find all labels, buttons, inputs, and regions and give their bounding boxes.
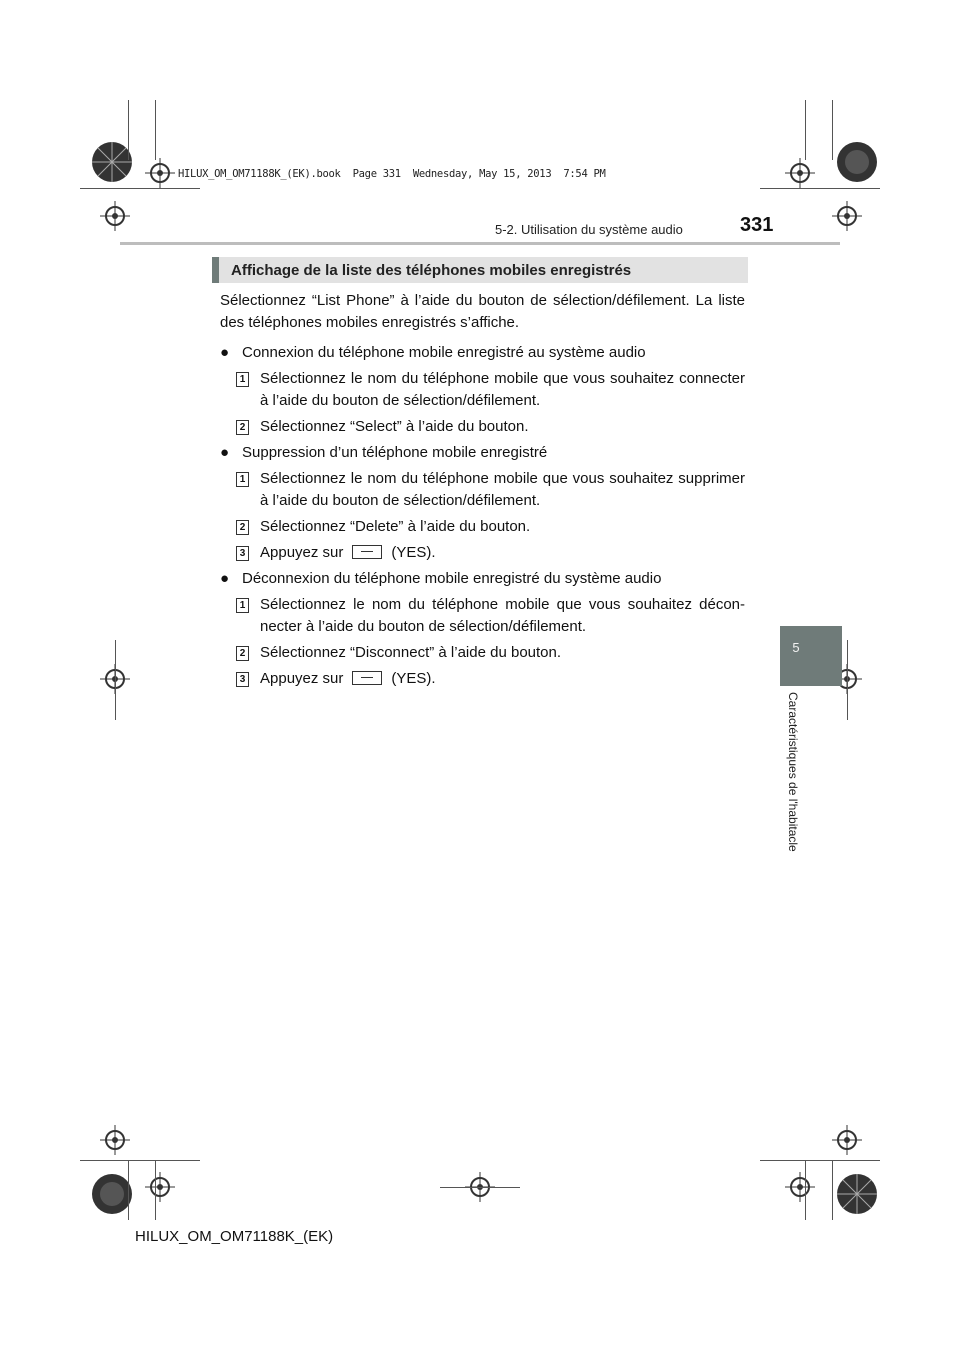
step-item (220, 468, 745, 512)
step-text: Sélectionnez le nom du téléphone mobile que vous souhaitez connecter à l’aide du bouton de sélection/défilement. (260, 370, 745, 409)
crop-line (80, 188, 200, 189)
crosshair-mark (100, 201, 130, 231)
crosshair-mark (100, 1125, 130, 1155)
crosshair-mark (785, 158, 815, 188)
crop-line (115, 640, 116, 720)
section-heading-bar (212, 257, 748, 283)
registration-mark-bottom-right (835, 1172, 879, 1216)
step-suffix: (YES). (391, 670, 436, 687)
step-number: 2 (236, 646, 249, 661)
footer-model-code: HILUX_OM_OM71188K_(EK) (135, 1228, 334, 1245)
bullet-icon: ● (220, 444, 230, 461)
crop-line (760, 188, 880, 189)
crosshair-mark (145, 158, 175, 188)
step-number: 2 (236, 420, 249, 435)
step-text: Sélectionnez le nom du téléphone mobile que vous souhaitez supprimer à l’aide du bouton de sélection/défilement. (260, 470, 745, 509)
book-file-header: HILUX_OM_OM71188K_(EK).book Page 331 Wednesday, May 15, 2013 7:54 PM (178, 168, 606, 180)
bullet-icon: ● (220, 344, 230, 361)
crop-line (760, 1160, 880, 1161)
step-suffix: (YES). (391, 544, 436, 561)
step-item (220, 594, 745, 638)
bullet-text: Connexion du téléphone mobile enregistré au système audio (242, 344, 646, 361)
step-text (260, 542, 745, 564)
bullet-item (220, 442, 745, 464)
step-number: 1 (236, 372, 249, 387)
bullet-text: Déconnexion du téléphone mobile enregistré du système audio (242, 570, 662, 587)
step-item (220, 516, 745, 538)
crop-line (440, 1187, 520, 1188)
crosshair-mark (832, 1125, 862, 1155)
chapter-tab (780, 626, 842, 686)
section-title: Affichage de la liste des téléphones mobiles enregistrés (231, 262, 632, 279)
bullet-icon: ● (220, 570, 230, 587)
step-number: 1 (236, 472, 249, 487)
page-number: 331 (740, 214, 774, 236)
hang-up-key-icon (352, 671, 382, 685)
content-body (220, 290, 745, 694)
step-item (220, 368, 745, 412)
step-item (220, 416, 745, 438)
step-number: 1 (236, 598, 249, 613)
step-text: Sélectionnez “Select” à l’aide du bouton. (260, 418, 529, 435)
step-prefix: Appuyez sur (260, 670, 344, 687)
step-item (220, 542, 745, 564)
crop-line (832, 1160, 833, 1220)
crop-line (80, 1160, 200, 1161)
step-text: Sélectionnez “Disconnect” à l’aide du bouton. (260, 644, 562, 661)
step-text (260, 668, 745, 690)
crosshair-mark (832, 201, 862, 231)
step-prefix: Appuyez sur (260, 544, 344, 561)
bullet-item (220, 568, 745, 590)
chapter-number: 5 (792, 640, 800, 655)
step-number: 3 (236, 672, 249, 687)
crop-line (128, 100, 129, 160)
step-item (220, 642, 745, 664)
crop-line (128, 1160, 129, 1220)
header-rule (120, 242, 840, 245)
intro-paragraph: Sélectionnez “List Phone” à l’aide du bouton de sélection/défilement. La liste des téléphones mobiles enregistrés s’affiche. (220, 292, 745, 331)
step-number: 2 (236, 520, 249, 535)
crop-line (155, 100, 156, 160)
step-text: Sélectionnez “Delete” à l’aide du bouton. (260, 518, 531, 535)
crop-line (155, 1160, 156, 1220)
crosshair-mark (785, 1172, 815, 1202)
bullet-text: Suppression d’un téléphone mobile enregistré (242, 444, 548, 461)
bullet-item (220, 342, 745, 364)
hang-up-key-icon (352, 545, 382, 559)
crop-line (832, 100, 833, 160)
step-text: Sélectionnez le nom du téléphone mobile que vous souhaitez décon-necter à l’aide du bouton de sélection/défilement. (260, 596, 745, 635)
step-item (220, 668, 745, 690)
chapter-title: Caractéristiques de l'habitacle (786, 692, 800, 852)
step-number: 3 (236, 546, 249, 561)
crop-line (805, 1160, 806, 1220)
registration-mark-top-right (835, 140, 879, 184)
crosshair-mark (145, 1172, 175, 1202)
crop-line (805, 100, 806, 160)
section-label: 5-2. Utilisation du système audio (495, 222, 683, 237)
crop-line (847, 640, 848, 720)
